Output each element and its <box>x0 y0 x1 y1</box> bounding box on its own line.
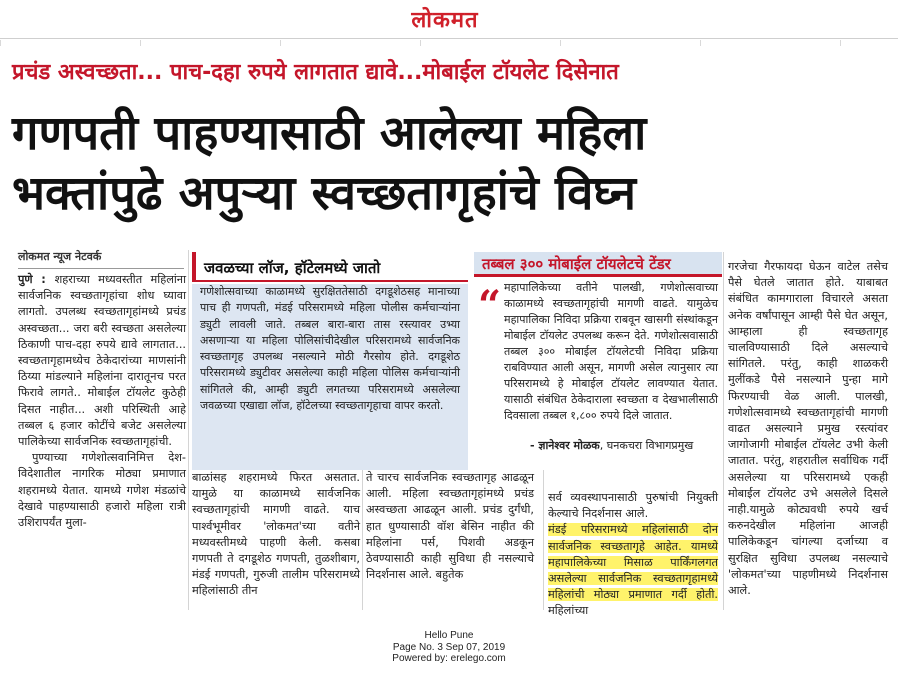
headline-line-2: भक्तांपुढे अपुऱ्या स्वच्छतागृहांचे विघ्न <box>12 166 636 221</box>
masthead <box>0 0 898 38</box>
attribution-role: , घनकचरा विभागप्रमुख <box>599 439 694 452</box>
dateline: पुणे : <box>18 273 55 286</box>
byline: लोकमत न्यूज नेटवर्क <box>18 250 102 263</box>
masthead-divider <box>0 38 898 39</box>
paragraph-text: शहराच्या मध्यवस्तीत महिलांना सार्वजनिक स्वच्छतागृहांचा शोध घ्यावा लागतो. उपलब्ध स्वच्छतागृहांमध्ये प्रचंड अस्वच्छता... जरा बरी स्वच्छता असलेल्या ठिकाणी पाच-दहा रुपये द्यावे लागतात... स्वच्छतागृहामध्येच ठेकेदारांच्या माणसांनी ठिय्या मांडल्याने महिलांना दारातूनच परत फिरावे लागते.. मोबाईल टॉयलेट कुठेही दिसत नाहीत... अशी परिस्थिती आहे तब्बल ६ हजार कोटींचे बजेट असलेल्या पालिकेच्या सार्वजनिक स्वच्छतागृहांची. <box>18 273 187 449</box>
quote-attribution <box>530 438 720 453</box>
sidebar-box-body: गणेशोत्सवाच्या काळामध्ये सुरक्षिततेसाठी दगडूशेठसह मानाच्या पाच ही गणपती, मंडई परिसरामध्ये महिला पोलीस कर्मचाऱ्यांना ड्युटी लावली जाते. तब्बल बारा-बारा तास रस्त्यावर उभ्या असणाऱ्या या महिला पोलिसांचीदेखील परिसरामध्ये सार्वजनिक स्वच्छतागृह उपलब्ध नसल्याने मोठी गैरसोय होते. दगडूशेठ परिसरामध्ये ड्युटीवर असलेल्या काही महिला पोलिस कर्मचाऱ्यांनी सांगितले की, आम्ही ड्युटी लगतच्या परिसरामध्ये असलेल्या जवळच्या एखाद्या लॉज, हॉटेलच्या स्वच्छतागृहाचा वापर करतो. <box>192 284 468 470</box>
column-divider <box>543 470 544 610</box>
column-4-tail: महिलांच्या <box>548 604 589 618</box>
quote-icon: “ <box>478 282 502 329</box>
masthead-ruler <box>0 40 898 46</box>
column-divider <box>188 250 189 610</box>
tender-box-header <box>474 252 722 277</box>
paragraph: पुण्याच्या गणेशोत्सवानिमित्त देश-विदेशातील नागरिक मोठ्या प्रमाणात शहरामध्ये येतात. यामध्ये गणेश मंडळांचे देखावे पाहण्यासाठी हजारो महिला रात्री उशिरापर्यंत मुला- <box>18 451 186 530</box>
column-divider <box>362 470 363 610</box>
sidebar-box-lodge <box>192 252 468 476</box>
tender-box-title: तब्बल ३०० मोबाईल टॉयलेटचे टेंडर <box>482 255 671 273</box>
tender-box-body: महापालिकेच्या वतीने पालखी, गणेशोत्सवाच्या काळामध्ये स्वच्छतागृहांची मागणी वाढते. यामुळेच महापालिका निविदा प्रक्रिया राबवून खासगी संस्थांकडून मोबाईल टॉयलेट उपलब्ध करून देते. गणेशोत्सवासाठी तब्बल ३०० मोबाईल टॉयलेटची निविदा प्रक्रिया राबविण्यात आली असून, मागणी असेल त्यानुसार त्या परिसरामध्ये हे मोबाईल टॉयलेट लावण्यात येतात. यासाठी संबंधित ठेकेदाराला स्वच्छता व देखभालीसाठी दिवसाला तब्बल १,८०० रुपये दिले जातात. <box>504 281 718 422</box>
footer-credit: Powered by: erelego.com <box>392 653 506 664</box>
sidebar-box-title: जवळच्या लॉज, हॉटेलमध्ये जातो <box>204 259 381 277</box>
article-column-3: ते चारच सार्वजनिक स्वच्छतागृह आढळून आली. महिला स्वच्छतागृहांमध्ये प्रचंड अस्वच्छता आढळून आली. प्रचंड दुर्गंधी, हात धुण्यासाठी वॉश बेसिन नाहीत की महिलांना पर्स, पिशवी अडकून ठेवण्यासाठी काही सुविधा ही नसल्याचे निदर्शनास आले. बहुतेक <box>366 471 534 582</box>
article-column-right: गरजेचा गैरफायदा घेऊन वाटेल तसेच पैसे घेतले जातात होते. याबाबत संबंधित कामगाराला विचारले असता अनेक वर्षांपासून आम्ही पैसे घेत असून, आम्हाला ही स्वच्छतागृह चालविण्यासाठी दिले असल्याचे सांगितले. परंतु, काही शाळकरी मुलींकडे पैसे नसल्याने पुन्हा मागे फिरण्याची वेळ आली. पालखी, गणेशोत्सवामध्ये स्वच्छतागृहांची मागणी वाढत असल्याने प्रमुख रस्त्यांवर जागोजागी मोबाईल टॉयलेट उभी केली जातात. परंतु, शहरातील सर्वाधिक गर्दी असलेल्या या परिसरामध्ये एकही मोबाईल टॉयलेट उभे असलेले दिसले नाही.यामुळे कोट्यवधी रुपये खर्च करुनदेखील महिलांना आजही पालिकेकडून चांगल्या दर्जाच्या व सुरक्षित सुविधा उपलब्ध नसल्याचे 'लोकमत'च्या पाहणीमध्ये निदर्शनास आले. <box>728 260 888 598</box>
article-column-4 <box>548 490 718 620</box>
column-4-intro: सर्व व्यवस्थापनासाठी पुरुषांची नियुक्ती केल्याचे निदर्शनास आले. <box>548 491 718 521</box>
kicker-line: प्रचंड अस्वच्छता... पाच-दहा रुपये लागतात द्यावे...मोबाईल टॉयलेट दिसेनात <box>12 60 619 85</box>
attribution-name: - ज्ञानेश्वर मोळक <box>530 439 600 452</box>
column-divider <box>723 252 724 610</box>
highlighted-text: मंडई परिसरामध्ये महिलांसाठी दोन सार्वजनिक स्वच्छतागृहे आहेत. यामध्ये महापालिकेच्या मिसाळ पार्किंगलगत असलेल्या सार्वजनिक स्वच्छतागृहामध्ये महिलांची मोठ्या प्रमाणात गर्दी होती. <box>548 523 718 602</box>
headline-line-1: गणपती पाहण्यासाठी आलेल्या महिला <box>12 106 647 161</box>
sidebar-box-rule <box>192 280 468 282</box>
sidebar-box-header <box>192 252 472 282</box>
footer-page-date: Page No. 3 Sep 07, 2019 <box>392 641 506 653</box>
headline <box>12 104 892 224</box>
byline-divider <box>18 268 184 269</box>
newspaper-logo: लोकमत <box>411 7 479 33</box>
article-column-1 <box>18 272 186 531</box>
page-footer <box>0 630 898 665</box>
footer-edition: Hello Pune <box>424 630 474 641</box>
article-column-2: बाळांसह शहरामध्ये फिरत असतात. यामुळे या काळामध्ये सार्वजनिक स्वच्छतागृहांची मागणी वाढते. याच पार्श्वभूमीवर 'लोकमत'च्या वतीने मध्यवस्तीमध्ये पाहणी केली. कसबा गणपती ते दगडूशेठ गणपती, तुळशीबाग, मंडई गणपती, गुरुजी तालीम परिसरामध्ये महिलांसाठी तीन <box>192 471 360 598</box>
paragraph <box>18 272 186 450</box>
